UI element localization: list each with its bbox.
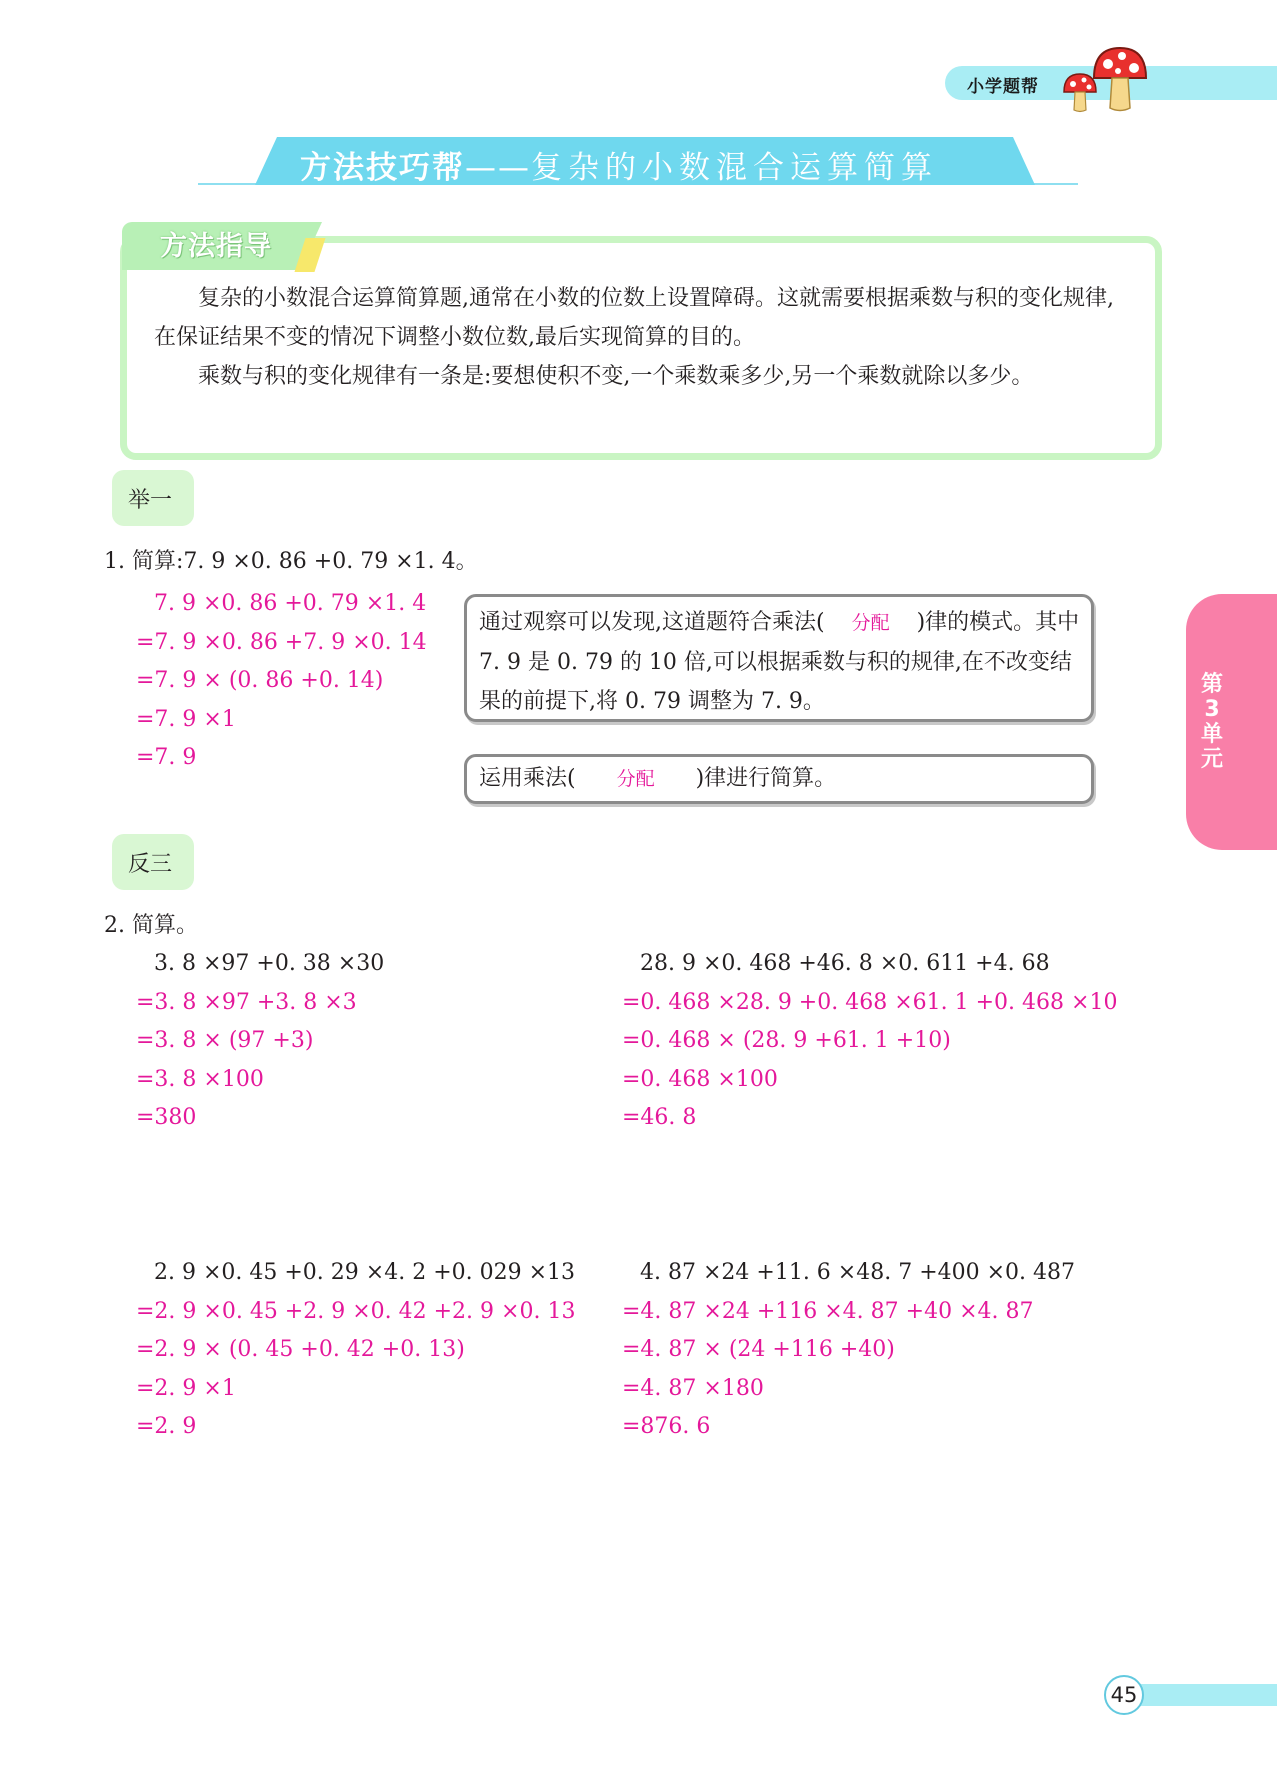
- example-step: =7. 9 ×0. 86 +7. 9 ×0. 14: [136, 629, 427, 655]
- example-solution: [136, 585, 427, 778]
- unit-tab-char: 第: [1200, 672, 1223, 697]
- practice-step: =2. 9 ×1: [136, 1375, 236, 1401]
- practice-step: =0. 468 × (28. 9 +61. 1 +10): [622, 1028, 951, 1053]
- practice-expression: 3. 8 ×97 +0. 38 ×30: [154, 951, 385, 976]
- practice-step: =2. 9 × (0. 45 +0. 42 +0. 13): [136, 1337, 465, 1362]
- practice-step: =4. 87 ×24 +116 ×4. 87 +40 ×4. 87: [622, 1298, 1034, 1324]
- method-tag: 方法指导: [160, 231, 272, 262]
- example-problem: 1. 简算:7. 9 ×0. 86 +0. 79 ×1. 4。: [104, 549, 478, 574]
- example-label: 举一: [112, 470, 194, 526]
- title-dash: ——: [465, 150, 531, 186]
- unit-tab-label: [1196, 672, 1228, 772]
- practice-label: 反三: [112, 834, 194, 890]
- example-step: =7. 9 × (0. 86 +0. 14): [136, 668, 384, 693]
- practice-step: =0. 468 ×28. 9 +0. 468 ×61. 1 +0. 468 ×10: [622, 989, 1118, 1015]
- practice-item-1: [136, 945, 384, 1138]
- practice-item-3: [136, 1254, 575, 1447]
- brand-name: 小学题帮: [967, 77, 1039, 97]
- method-paragraph-2: 乘数与积的变化规律有一条是:要想使积不变,一个乘数乘多少,另一个乘数就除以多少。: [198, 364, 1034, 389]
- note-2-after: )律进行简算。: [695, 766, 837, 791]
- note-2-before: 运用乘法(: [479, 766, 576, 791]
- example-step: =7. 9: [136, 745, 197, 770]
- practice-step: =2. 9 ×0. 45 +2. 9 ×0. 42 +2. 9 ×0. 13: [136, 1298, 576, 1324]
- note-1-before: 通过观察可以发现,这道题符合乘法(: [479, 610, 825, 635]
- practice-item-4: [622, 1254, 1075, 1447]
- practice-step: =876. 6: [622, 1414, 711, 1439]
- practice-step: =46. 8: [622, 1105, 697, 1130]
- practice-step: =0. 468 ×100: [622, 1066, 778, 1092]
- title-main: 方法技巧帮: [300, 150, 465, 186]
- mushroom-big-icon: [1090, 44, 1150, 114]
- example-note-1: [464, 594, 1094, 722]
- practice-problem: 2. 简算。: [104, 913, 198, 938]
- note-2-fill: 分配: [616, 768, 655, 790]
- method-paragraph-1: 复杂的小数混合运算简算题,通常在小数的位数上设置障碍。这就需要根据乘数与积的变化规律,在保证结果不变的情况下调整小数位数,最后实现简算的目的。: [154, 286, 1114, 350]
- practice-item-2: [622, 945, 1117, 1138]
- practice-expression: 2. 9 ×0. 45 +0. 29 ×4. 2 +0. 029 ×13: [154, 1260, 576, 1285]
- title-sub: 复杂的小数混合运算简算: [531, 150, 938, 186]
- practice-step: =4. 87 × (24 +116 +40): [622, 1337, 895, 1362]
- practice-expression: 28. 9 ×0. 468 +46. 8 ×0. 611 +4. 68: [640, 951, 1050, 976]
- practice-expression: 4. 87 ×24 +11. 6 ×48. 7 +400 ×0. 487: [640, 1260, 1076, 1285]
- practice-step: =3. 8 ×100: [136, 1066, 264, 1092]
- note-1-after: )律的模式。其中 7. 9 是 0. 79 的 10 倍,可以根据乘数与积的规律,在不改变结果的前提下,将 0. 79 调整为 7. 9。: [479, 610, 1080, 714]
- example-step: =7. 9 ×1: [136, 706, 236, 732]
- practice-step: =3. 8 × (97 +3): [136, 1028, 314, 1053]
- unit-tab-char: 元: [1200, 747, 1223, 772]
- page-number: 45: [1104, 1675, 1144, 1715]
- example-step: 7. 9 ×0. 86 +0. 79 ×1. 4: [154, 591, 427, 616]
- unit-tab-char: 单: [1200, 722, 1223, 747]
- note-1-fill: 分配: [851, 612, 890, 634]
- page-title: [300, 142, 938, 187]
- practice-step: =380: [136, 1105, 197, 1130]
- unit-tab-char: 3: [1204, 697, 1220, 722]
- page-number-bar: [1130, 1684, 1277, 1706]
- practice-step: =4. 87 ×180: [622, 1375, 764, 1401]
- practice-step: =3. 8 ×97 +3. 8 ×3: [136, 989, 357, 1015]
- example-note-2: [464, 754, 1094, 804]
- practice-step: =2. 9: [136, 1414, 197, 1439]
